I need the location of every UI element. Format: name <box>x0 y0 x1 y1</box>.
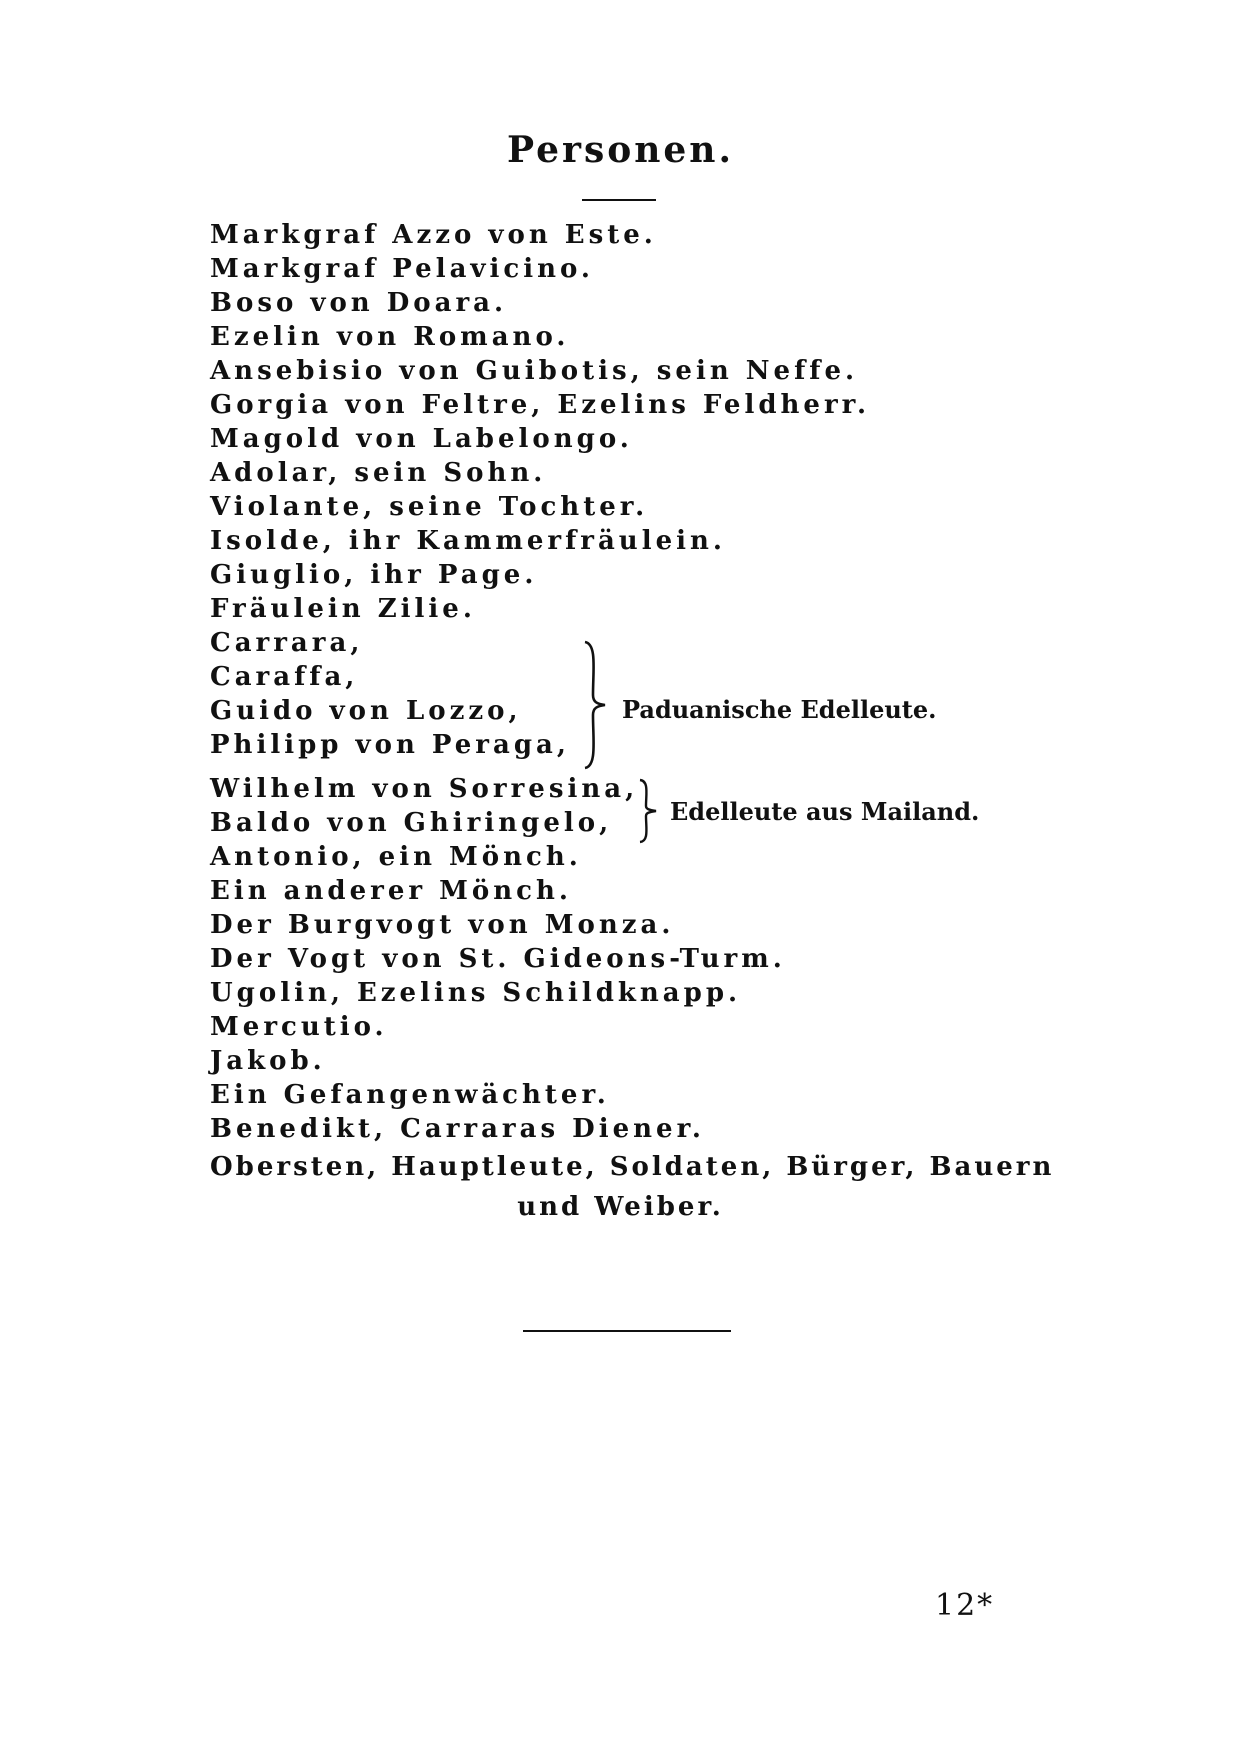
person-entry: Ugolin, Ezelins Schildknapp. <box>210 978 742 1008</box>
person-entry: Fräulein Zilie. <box>210 594 476 624</box>
padua-noble-entry: Guido von Lozzo, <box>210 696 522 726</box>
person-entry: Giuglio, ihr Page. <box>210 560 538 590</box>
person-entry: Magold von Labelongo. <box>210 424 633 454</box>
padua-noble-entry: Philipp von Peraga, <box>210 730 570 760</box>
person-entry: Der Vogt von St. Gideons-Turm. <box>210 944 786 974</box>
person-entry: Benedikt, Carraras Diener. <box>210 1114 705 1144</box>
padua-noble-entry: Caraffa, <box>210 662 359 692</box>
person-entry: Ezelin von Romano. <box>210 322 570 352</box>
person-entry: Mercutio. <box>210 1012 388 1042</box>
person-entry: Obersten, Hauptleute, Soldaten, Bürger, Bauern <box>210 1152 1055 1182</box>
person-entry: Antonio, ein Mönch. <box>210 842 582 872</box>
person-entry: Gorgia von Feltre, Ezelins Feldherr. <box>210 390 871 420</box>
person-entry: Ansebisio von Guibotis, sein Neffe. <box>210 356 859 386</box>
page-number: 12* <box>935 1588 995 1623</box>
person-entry: Violante, seine Tochter. <box>210 492 649 522</box>
milan-group-label: Edelleute aus Mailand. <box>670 797 980 826</box>
milan-noble-entry: Wilhelm von Sorresina, <box>210 774 639 804</box>
person-entry: Ein Gefangenwächter. <box>210 1080 610 1110</box>
padua-group-label: Paduanische Edelleute. <box>622 695 937 724</box>
milan-noble-entry: Baldo von Ghiringelo, <box>210 808 613 838</box>
person-entry: Isolde, ihr Kammerfräulein. <box>210 526 726 556</box>
padua-noble-entry: Carrara, <box>210 628 364 658</box>
person-entry: Der Burgvogt von Monza. <box>210 910 675 940</box>
person-entry: Boso von Doara. <box>210 288 508 318</box>
padua-group-brace <box>583 640 607 770</box>
person-entry: Jakob. <box>210 1046 326 1076</box>
end-rule <box>523 1330 731 1332</box>
page-title: Personen. <box>506 129 735 171</box>
title-rule <box>582 199 656 201</box>
person-entry-continuation: und Weiber. <box>517 1192 724 1222</box>
milan-group-brace <box>638 778 658 844</box>
person-entry: Adolar, sein Sohn. <box>210 458 547 488</box>
person-entry: Ein anderer Mönch. <box>210 876 572 906</box>
person-entry: Markgraf Pelavicino. <box>210 254 594 284</box>
person-entry: Markgraf Azzo von Este. <box>210 220 657 250</box>
